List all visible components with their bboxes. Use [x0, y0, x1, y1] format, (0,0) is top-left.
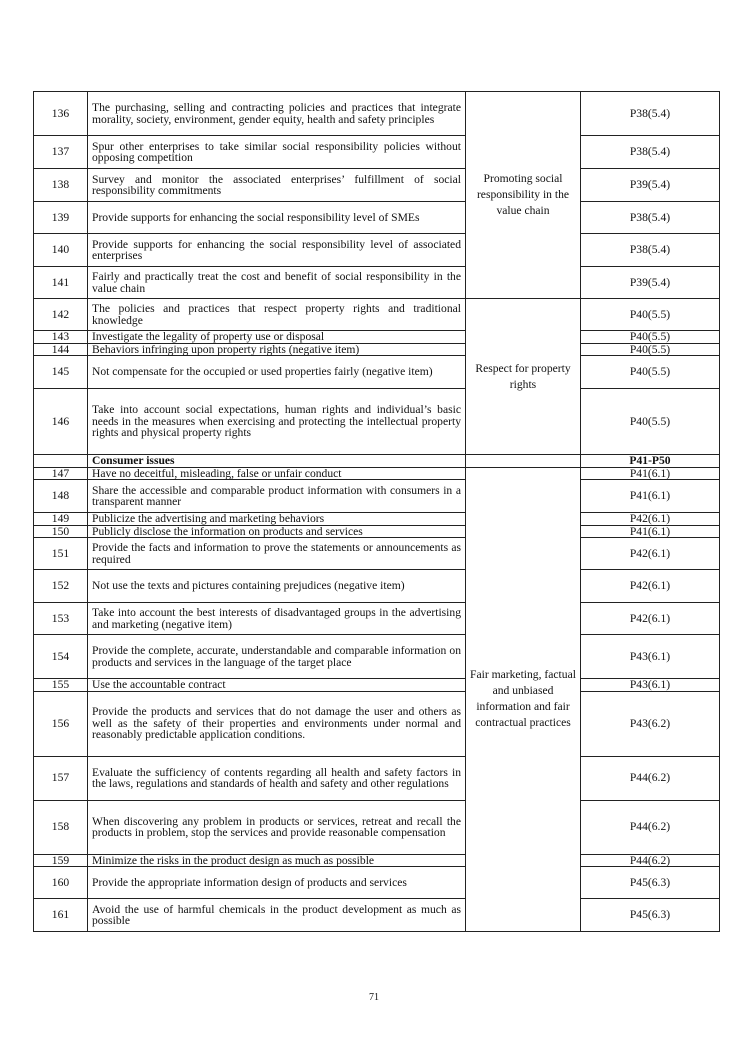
table-row — [34, 800, 720, 854]
table-row — [34, 691, 720, 756]
table-row — [34, 331, 720, 344]
page-reference: P40(5.5) — [581, 343, 720, 356]
page-reference: P42(6.1) — [581, 513, 720, 526]
item-number: 137 — [34, 136, 88, 169]
table-row — [34, 867, 720, 899]
table-row — [34, 299, 720, 331]
table-row — [34, 525, 720, 538]
page-number: 71 — [369, 992, 379, 1003]
page-reference: P38(5.4) — [581, 234, 720, 267]
item-description: Survey and monitor the associated enterprises’ fulfillment of social responsibility commitments — [88, 169, 466, 202]
section-page-range: P41-P50 — [581, 455, 720, 468]
indicator-table — [33, 91, 720, 932]
item-number: 146 — [34, 389, 88, 455]
item-number: 156 — [34, 691, 88, 756]
item-number: 151 — [34, 538, 88, 570]
item-description: Provide supports for enhancing the social responsibility level of SMEs — [88, 202, 466, 234]
page-reference: P45(6.3) — [581, 899, 720, 932]
item-description: Provide the complete, accurate, understandable and comparable information on products and services in the language of the target place — [88, 635, 466, 679]
page-reference: P44(6.2) — [581, 854, 720, 867]
item-number: 144 — [34, 343, 88, 356]
table-row — [34, 679, 720, 692]
section-title: Consumer issues — [88, 455, 466, 468]
page-reference: P39(5.4) — [581, 267, 720, 299]
item-number: 142 — [34, 299, 88, 331]
table-row — [34, 603, 720, 635]
section-row — [34, 455, 720, 468]
item-description: Provide supports for enhancing the social responsibility level of associated enterprises — [88, 234, 466, 267]
table-row — [34, 854, 720, 867]
item-description: The purchasing, selling and contracting policies and practices that integrate morality, society, environment, gender equity, health and safety principles — [88, 92, 466, 136]
page-reference: P38(5.4) — [581, 202, 720, 234]
item-description: Evaluate the sufficiency of contents regarding all health and safety factors in the laws, regulations and standards of health and safety and other regulations — [88, 756, 466, 800]
page-reference: P41(6.1) — [581, 525, 720, 538]
item-number: 140 — [34, 234, 88, 267]
item-description: Minimize the risks in the product design as much as possible — [88, 854, 466, 867]
item-number: 157 — [34, 756, 88, 800]
table-row — [34, 356, 720, 389]
item-description: Share the accessible and comparable product information with consumers in a transparent manner — [88, 480, 466, 513]
page-reference: P39(5.4) — [581, 169, 720, 202]
item-description: Spur other enterprises to take similar social responsibility policies without opposing competition — [88, 136, 466, 169]
item-description: Take into account the best interests of disadvantaged groups in the advertising and marketing (negative item) — [88, 603, 466, 635]
table-row — [34, 570, 720, 603]
item-number: 152 — [34, 570, 88, 603]
item-description: Avoid the use of harmful chemicals in the product development as much as possible — [88, 899, 466, 932]
item-number: 161 — [34, 899, 88, 932]
category-cell: Fair marketing, factual and unbiased information and fair contractual practices — [466, 467, 581, 932]
page-reference: P38(5.4) — [581, 136, 720, 169]
table-row — [34, 267, 720, 299]
table-row — [34, 202, 720, 234]
table-row — [34, 480, 720, 513]
table-row — [34, 234, 720, 267]
item-number: 149 — [34, 513, 88, 526]
item-number: 159 — [34, 854, 88, 867]
item-number: 153 — [34, 603, 88, 635]
page-reference: P43(6.2) — [581, 691, 720, 756]
item-number: 147 — [34, 467, 88, 480]
item-number: 158 — [34, 800, 88, 854]
page-reference: P42(6.1) — [581, 538, 720, 570]
item-description: Investigate the legality of property use or disposal — [88, 331, 466, 344]
table-row — [34, 343, 720, 356]
page-reference: P40(5.5) — [581, 389, 720, 455]
item-description: Use the accountable contract — [88, 679, 466, 692]
item-description: The policies and practices that respect property rights and traditional knowledge — [88, 299, 466, 331]
page-reference: P44(6.2) — [581, 800, 720, 854]
item-description: Publicly disclose the information on products and services — [88, 525, 466, 538]
table-row — [34, 136, 720, 169]
item-description: Fairly and practically treat the cost and benefit of social responsibility in the value chain — [88, 267, 466, 299]
item-number: 143 — [34, 331, 88, 344]
item-number: 141 — [34, 267, 88, 299]
indicator-table-body — [34, 92, 720, 932]
category-cell: Promoting social responsibility in the value chain — [466, 92, 581, 299]
item-number — [34, 455, 88, 468]
table-row — [34, 467, 720, 480]
page-reference: P41(6.1) — [581, 480, 720, 513]
table-row — [34, 899, 720, 932]
item-description: Take into account social expectations, human rights and individual’s basic needs in the measures when exercising and protecting the intellectual property rights and physical property rights — [88, 389, 466, 455]
item-description: Not compensate for the occupied or used properties fairly (negative item) — [88, 356, 466, 389]
table-row — [34, 169, 720, 202]
item-description: Behaviors infringing upon property rights (negative item) — [88, 343, 466, 356]
item-number: 138 — [34, 169, 88, 202]
page-reference: P43(6.1) — [581, 679, 720, 692]
item-number: 154 — [34, 635, 88, 679]
table-row — [34, 635, 720, 679]
page-reference: P40(5.5) — [581, 299, 720, 331]
category-cell: Respect for property rights — [466, 299, 581, 455]
page-reference: P42(6.1) — [581, 603, 720, 635]
table-row — [34, 92, 720, 136]
item-number: 148 — [34, 480, 88, 513]
table-row — [34, 756, 720, 800]
page-reference: P40(5.5) — [581, 356, 720, 389]
item-description: Provide the products and services that do not damage the user and others as well as the safety of their properties and environments under normal and reasonably predictable application conditions. — [88, 691, 466, 756]
category-cell — [466, 455, 581, 468]
item-description: When discovering any problem in products or services, retreat and recall the products in problem, stop the services and provide reasonable compensation — [88, 800, 466, 854]
item-number: 145 — [34, 356, 88, 389]
item-description: Provide the appropriate information design of products and services — [88, 867, 466, 899]
page-reference: P38(5.4) — [581, 92, 720, 136]
page-reference: P44(6.2) — [581, 756, 720, 800]
item-number: 160 — [34, 867, 88, 899]
item-description: Provide the facts and information to prove the statements or announcements as required — [88, 538, 466, 570]
item-description: Have no deceitful, misleading, false or unfair conduct — [88, 467, 466, 480]
item-number: 155 — [34, 679, 88, 692]
table-row — [34, 513, 720, 526]
item-number: 136 — [34, 92, 88, 136]
page-reference: P42(6.1) — [581, 570, 720, 603]
item-number: 150 — [34, 525, 88, 538]
page-reference: P45(6.3) — [581, 867, 720, 899]
page-reference: P43(6.1) — [581, 635, 720, 679]
item-description: Not use the texts and pictures containing prejudices (negative item) — [88, 570, 466, 603]
table-row — [34, 389, 720, 455]
table-row — [34, 538, 720, 570]
item-description: Publicize the advertising and marketing behaviors — [88, 513, 466, 526]
page-reference: P41(6.1) — [581, 467, 720, 480]
page-reference: P40(5.5) — [581, 331, 720, 344]
item-number: 139 — [34, 202, 88, 234]
